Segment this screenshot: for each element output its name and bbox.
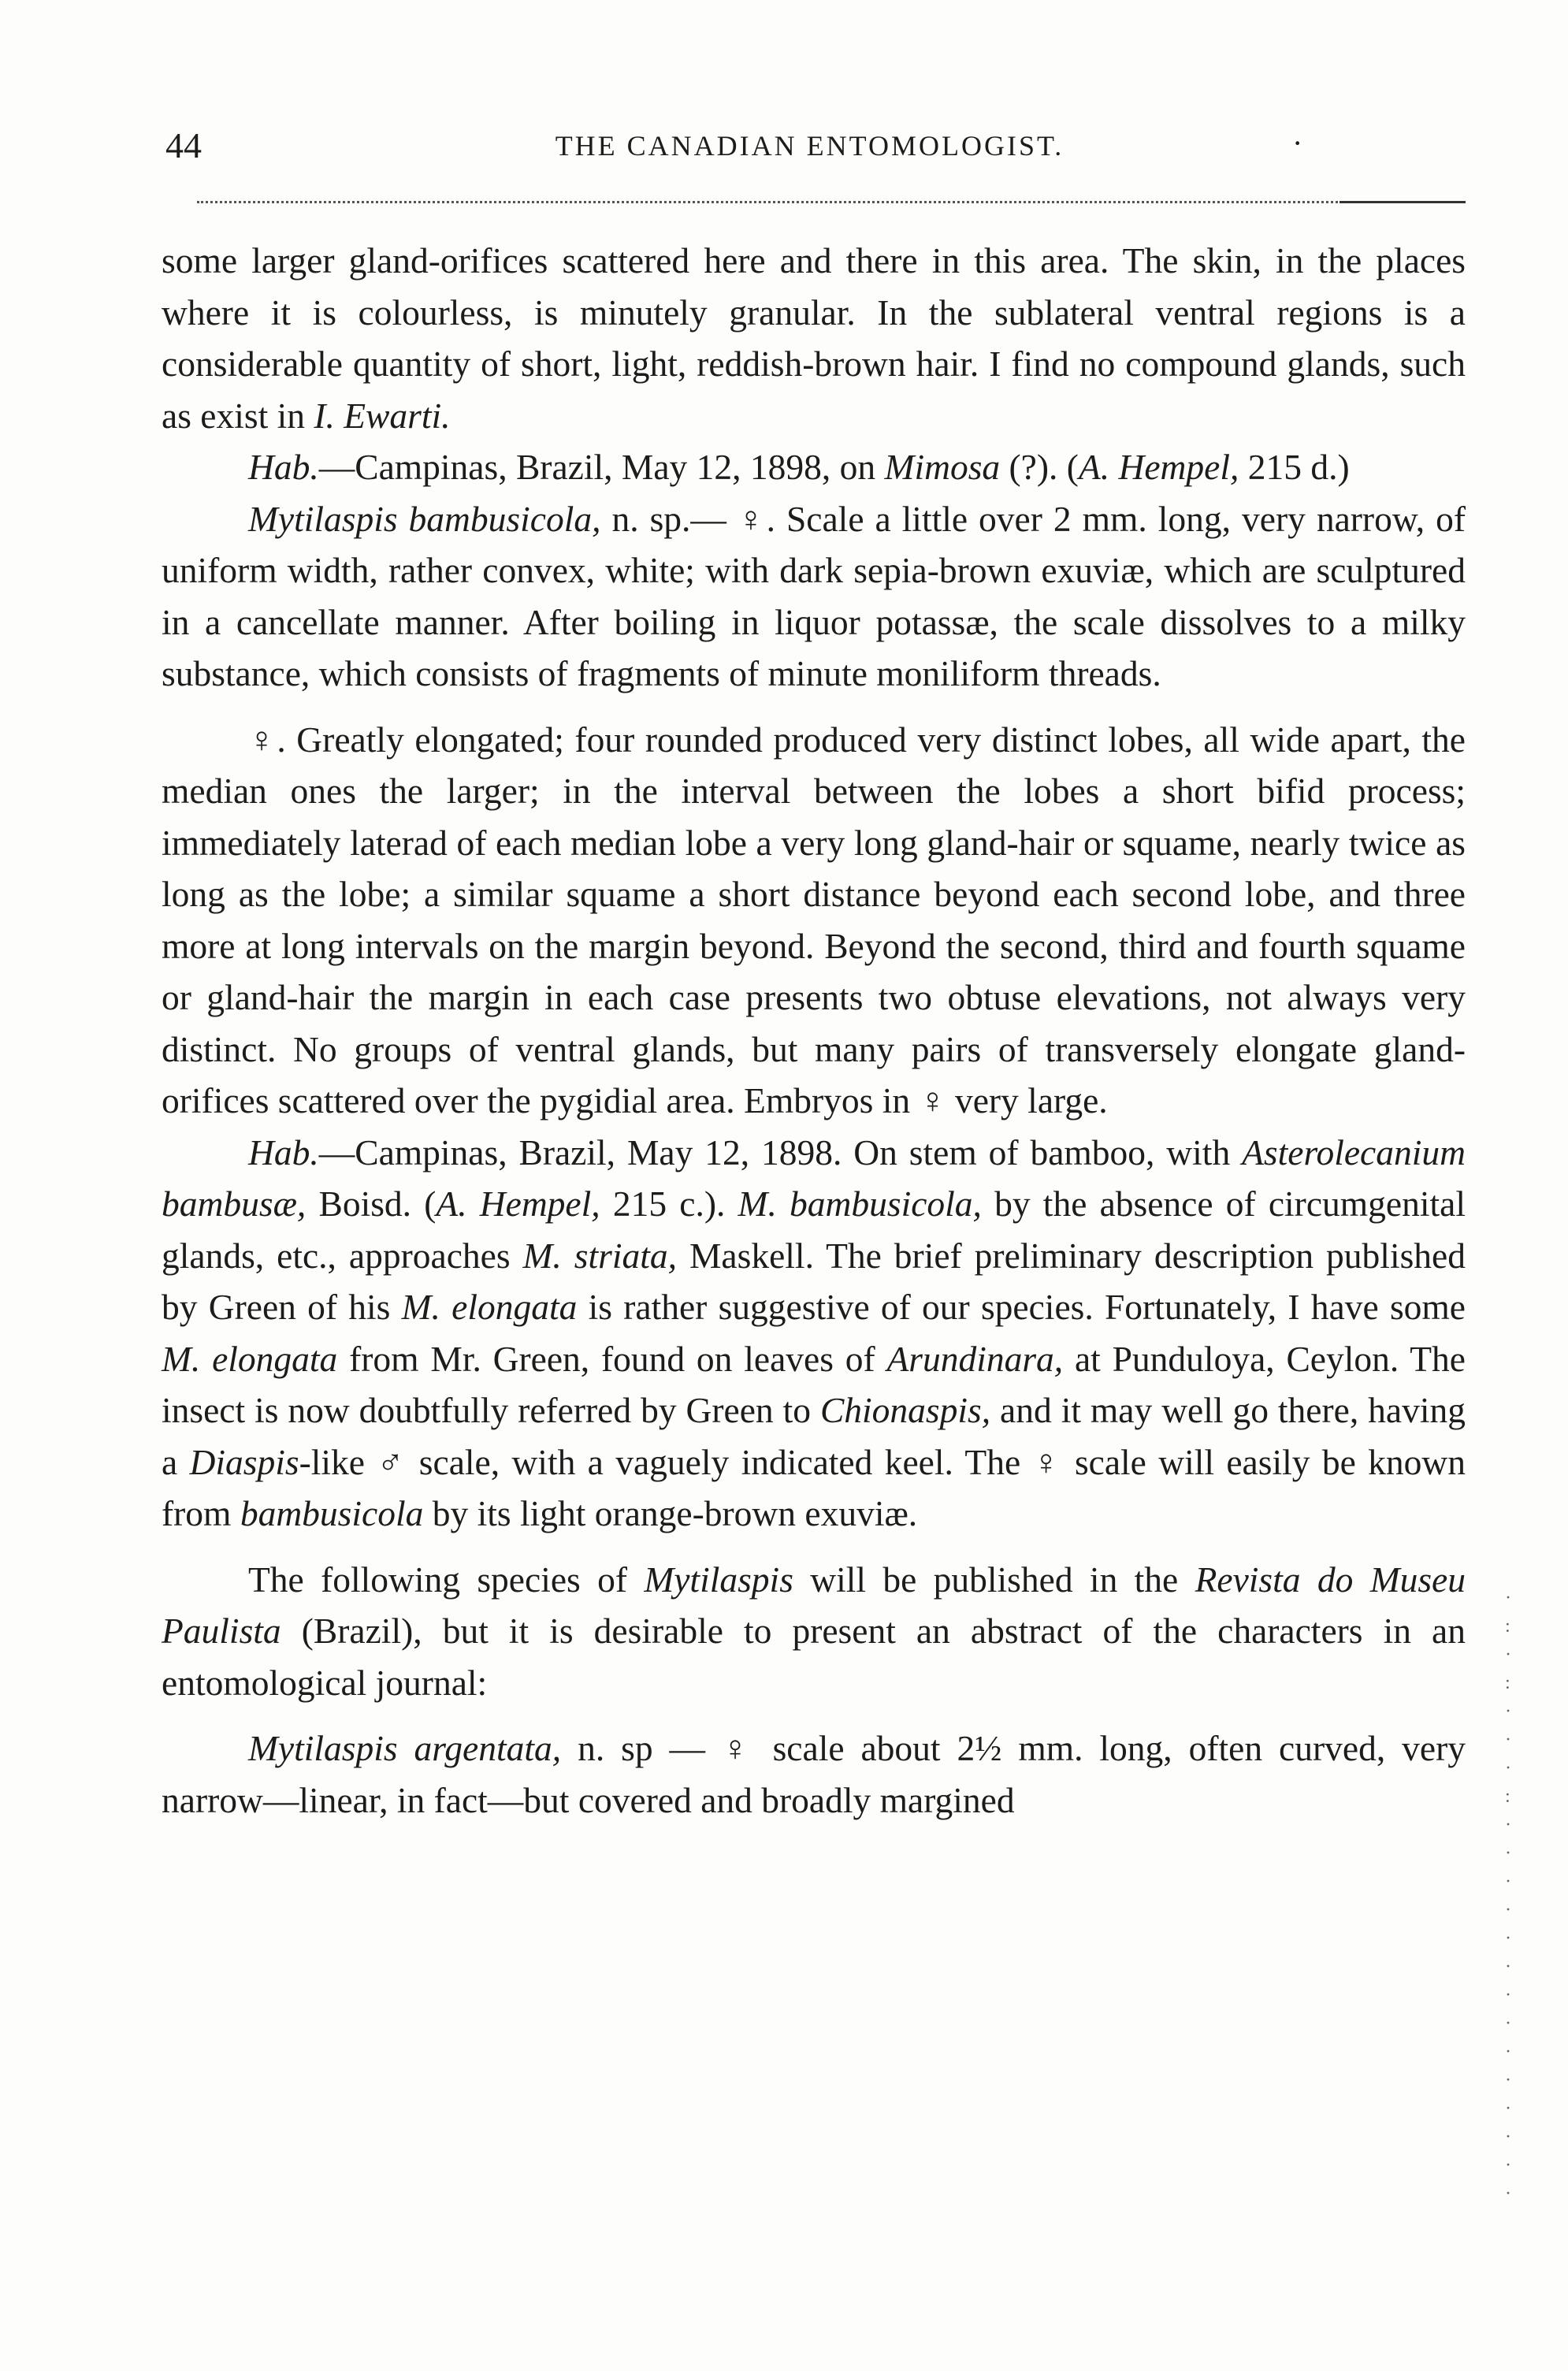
paragraph-habitat-2: Hab.—Campinas, Brazil, May 12, 1898. On stem of bamboo, with Asterolecanium bambusæ, Boisd. (A. Hempel, 215 c.). M. bambusicola, by the absence of circumgenital glands, etc., approaches M. striata, Maskell. The brief preliminary description published by Green of his M. elongata is rather suggestive of our species. Fortunately, I have some M. elongata from Mr. Green, found on leaves of Arundinara, at Punduloya, Ceylon. The insect is now doubtfully referred by Green to Chionaspis, and it may well go there, having a Diaspis-like ♂ scale, with a vaguely indicated keel. The ♀ scale will easily be known from bambusicola by its light orange-brown exuviæ. — [162, 1132, 1466, 1533]
page-number: 44 — [165, 125, 202, 165]
paragraph-species-description: Mytilaspis bambusicola, n. sp.— ♀. Scale a little over 2 mm. long, very narrow, of uniform width, rather convex, white; with dark sepia-brown exuviæ, which are sculptured in a cancellate manner. After boiling in liquor potassæ, the scale dissolves to a milky substance, which consists of fragments of minute moniliform threads. — [162, 498, 1466, 693]
body-text — [162, 235, 1466, 1826]
paragraph-habitat-1: Hab.—Campinas, Brazil, May 12, 1898, on Mimosa (?). (A. Hempel, 215 d.) — [248, 447, 1350, 487]
species-name: Mytilaspis argentata, — [248, 1728, 562, 1768]
header-rule — [197, 201, 1466, 203]
paragraph-argentata: Mytilaspis argentata, n. sp — ♀ scale about 2½ mm. long, often curved, very narrow—linear, in fact—but covered and broadly margined — [162, 1728, 1466, 1820]
header-rule-solid — [1339, 201, 1466, 203]
margin-specks: · : · : · · · : · · · · · · · · · · · · · · — [1505, 1588, 1511, 2204]
header-speck: · — [1292, 125, 1303, 161]
species-name: Mytilaspis bambusicola, — [248, 498, 601, 539]
page-header — [158, 124, 1462, 172]
paragraph-continuation: some larger gland-orifices scattered here and there in this area. The skin, in the places where it is colourless, is minutely granular. In the sublateral ventral regions is a considerable quantity of short, light, reddish-brown hair. I find no compound glands, such as exist in I. Ewarti. — [162, 240, 1466, 436]
paragraph-female-description: ♀. Greatly elongated; four rounded produced very distinct lobes, all wide apart, the median ones the larger; in the interval between the lobes a short bifid process; immediately laterad of each median lobe a very long gland-hair or squame, nearly twice as long as the lobe; a similar squame a short distance beyond each second lobe, and three more at long intervals on the margin beyond. Beyond the second, third and fourth squame or gland-hair the margin in each case presents two obtuse elevations, not always very distinct. No groups of ventral glands, but many pairs of transversely elongate gland-orifices scattered over the pygidial area. Embryos in ♀ very large. — [162, 719, 1466, 1120]
paragraph-forthcoming-species: The following species of Mytilaspis will be published in the Revista do Museu Paulista (Brazil), but it is desirable to present an abstract of the characters in an entomological journal: — [162, 1559, 1466, 1703]
running-title: THE CANADIAN ENTOMOLOGIST. — [555, 130, 1065, 162]
